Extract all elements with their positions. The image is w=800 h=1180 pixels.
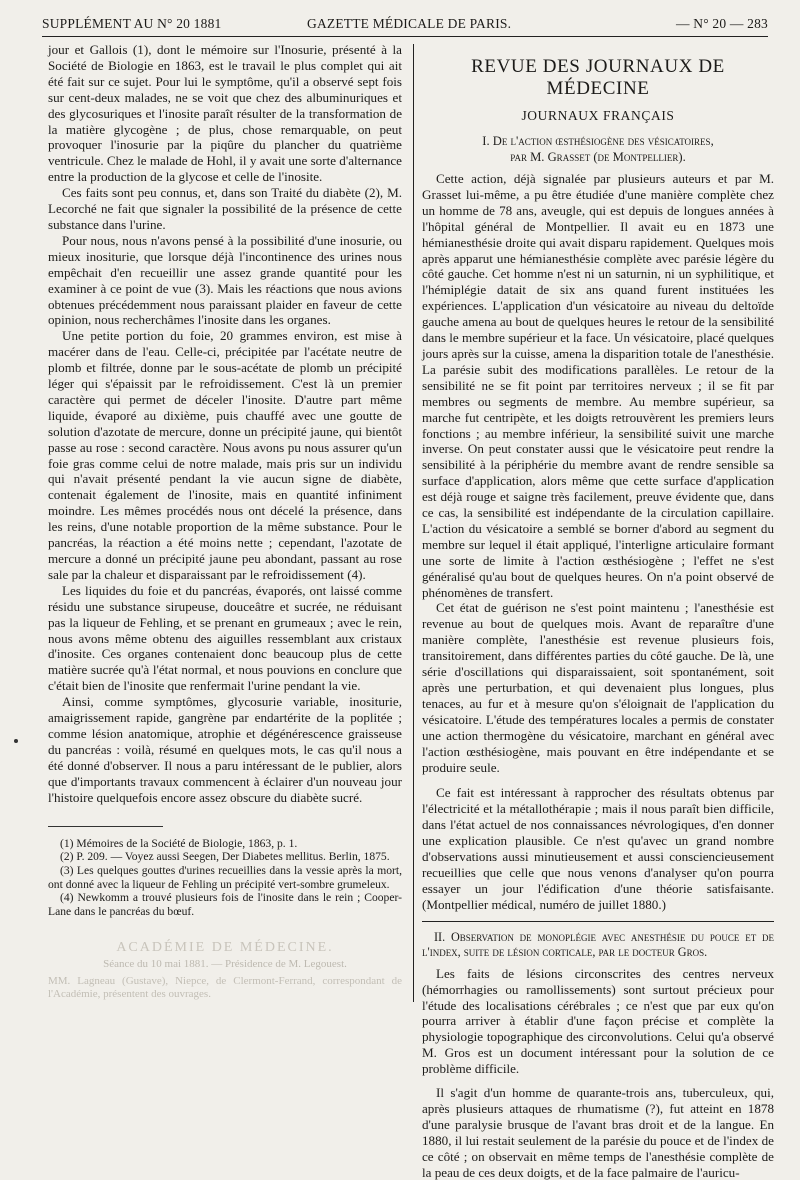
header-journal-title: GAZETTE MÉDICALE DE PARIS. <box>307 16 512 31</box>
article-title <box>422 133 774 165</box>
paragraph: Les faits de lésions circonscrites des centres nerveux (hémorrhagies ou ramollissements) sont surtout précieux pour l'étude des localisations cérébrales ; ce n'est que par eux qu'on pourra arriver à établir d'une façon précise et complète la physiologie topographique des circonvolutions. Celui qu'a observé M. Gros est un document intéressant pour la solution de ce problème difficile. <box>422 965 774 1077</box>
paragraph: Pour nous, nous n'avons pensé à la possibilité d'une inosurie, ou mieux inositurie, que lorsque déjà l'incontinence des urines nous empêchait d'en recueillir une assez grande quantité pour les examiner à ce point de vue (3). Mais les réactions que nous avions obtenues précédemment nous paraissant plaider en faveur de cette opinion, nous recherchâmes l'inosite dans les organes. <box>48 232 402 328</box>
paragraph: Ces faits sont peu connus, et, dans son Traité du diabète (2), M. Lecorché ne fait que signaler la possibilité de la présence de cette substance dans l'urine. <box>48 185 402 232</box>
footnote: (2) P. 209. — Voyez aussi Seegen, Der Diabetes mellitus. Berlin, 1875. <box>60 850 390 864</box>
footnote: (3) Les quelques gouttes d'urines recueillies dans la vessie après la mort, ont donné avec la liqueur de Fehling un précipité vert-sombre grumeleux. <box>48 863 402 891</box>
paragraph: Une petite portion du foie, 20 grammes environ, est mise à macérer dans de l'eau. Celle-ci, précipitée par l'acétate neutre de plomb et filtrée, donne par le sous-acétate de plomb un précipité léger qui s'épaissit par le refroidissement. C'est là un premier caractère qui permet de déceler l'inosite. D'autre part même liquide, évaporé au dixième, puis chauffé avec une goutte de solution d'azotate de mercure, donne un précipité jaune, qui bientôt passe au rose : second caractère. Nous avons pu nous assurer qu'un foie gras comme celui de notre malade, mais pris sur un individu qui n'avait présenté pendant la vie aucun signe de diabète, contenait également de l'inosite, mais en quantité infiniment moindre. Les mêmes procédés nous ont décelé la présence, dans les reins, d'une notable proportion de la même substance. Pour le pancréas, la réaction a été moins nette ; cependant, l'azotate de mercure a donné un précipité jaune peu abondant, passant au rose sale par la chaleur et disparaissant par le refroidissement (4). <box>48 328 402 582</box>
paragraph: Ce fait est intéressant à rapprocher des résultats obtenus par l'électricité et la métallothérapie ; mais il nous paraît bien difficile, dans l'état actuel de nos connaissances névrologiques, d'en donner une explication plausible. Ce n'est qu'avec un grand nombre d'observations aussi minutieusement et aussi consciencieusement recueillies que celle que nous venons d'analyser qu'on pourra essayer un jour l'édification d'une théorie satisfaisante. (Montpellier médical, numéro de juillet 1880.) <box>422 785 774 912</box>
paragraph: Les liquides du foie et du pancréas, évaporés, ont laissé comme résidu une substance sirupeuse, douceâtre et sucrée, ne réduisant pas la liqueur de Fehling, et se prenant en grumeaux ; avec le rein, nous avons même obtenu des aiguilles ressemblant aux cristaux d'inosite. Ces organes contenaient donc beaucoup plus de cette matière sucrée qu'à l'état normal, et nous pouvions en conclure que c'était bien de l'inosite que renfermait l'urine pendant la vie. <box>48 582 402 694</box>
footnote: (1) Mémoires de la Société de Biologie, 1863, p. 1. <box>60 836 298 850</box>
show-through-line: Séance du 10 mai 1881. — Présidence de M. Legouest. <box>103 957 347 970</box>
subsection-title: JOURNAUX FRANÇAIS <box>521 108 675 123</box>
show-through-text <box>48 941 402 1001</box>
header-rule <box>42 36 768 37</box>
section-title: REVUE DES JOURNAUX DE MÉDECINE <box>471 56 725 99</box>
footnote: (4) Newkomm a trouvé plusieurs fois de l'inosite dans le rein ; Cooper-Lane dans le pancréas du bœuf. <box>48 891 402 919</box>
paragraph: Ainsi, comme symptômes, glycosurie variable, inositurie, amaigrissement rapide, gangrène par endartérite de la poplitée ; comme lésion anatomique, atrophie et dégénérescence graisseuse du pancréas : voilà, résumé en quelques mots, le cas qu'il nous a été donné d'observer. Il nous a paru intéressant de le publier, alors que d'importants travaux commencent à éclairer d'un nouveau jour l'histoire quelquefois encore assez obscure du diabète sucré. <box>48 694 402 805</box>
show-through-line: MM. Lagneau (Gustave), Niepce, de Clermont-Ferrand, correspondant de l'Académie, présentent des ouvrages. <box>48 974 402 1000</box>
paragraph: jour et Gallois (1), dont le mémoire sur l'Inosurie, présenté à la Société de Biologie en 1863, est le travail le plus complet qui ait été fait sur ce sujet. Pour lui le symptôme, qu'il a observé sept fois sur cent-deux malades, ne se voit que chez des albuminuriques et des glycosuriques et l'inosite paraît résulter de la transformation de la matière glycogène ; de plus, chose remarquable, on peut provoquer l'inosurie par la piqûre du plancher du quatrième ventricule. Chez le malade de Hohl, il y avait une sorte d'alternance entre la production de la glycose et celle de l'inosite. <box>48 42 402 185</box>
running-head <box>42 14 768 36</box>
article-title-author: par M. Grasset (de Montpellier). <box>510 150 686 164</box>
show-through-title: ACADÉMIE DE MÉDECINE. <box>116 939 334 955</box>
header-supplement: SUPPLÉMENT AU N° 20 1881 <box>42 16 222 31</box>
article-separator <box>422 921 774 922</box>
column-divider <box>413 44 414 1002</box>
header-page-number: — N° 20 — 283 <box>676 16 768 31</box>
paragraph: Cette action, déjà signalée par plusieurs auteurs et par M. Grasset lui-même, a pu être étudiée d'une manière complète chez un homme de 78 ans, aveugle, qui est depuis de longues années à l'hôpital général de Montpellier. Il avait eu en 1873 une hémianesthésie droite qui avait disparu rapidement. Quelques mois après apparut une hémianesthésie complète avec parésie légère du côté gauche. Cet homme n'est ni un saturnin, ni un syphilitique, et l'hémiplégie datait de six ans quand furent instituées les expériences. L'application d'un vésicatoire au niveau du deltoïde gauche amena au bout de quelques heures le retour de la sensibilité dans le membre supérieur et la face. Un vésicatoire, placé quelques jours après sur la cuisse, amena la disparition totale de l'anesthésie. La parésie subit des modifications parallèles. Le retour de la sensibilité ne se fit point par territoires nerveux ; il se fit par membres ou segments de membre. Au membre supérieur, sa marche fut centripète, et les doigts retrouvèrent les premiers leurs fonctions ; au membre inférieur, la sensibilité suivit une marche inverse. On peut constater aussi que le vésicatoire peut rendre la sensibilité à la périphérie du membre avant de rendre sensible sa surface d'application, alors même que cette surface d'application est déjà rouge et saigne très facilement, preuve évidente que, dans ce cas, la sensibilité est indépendante de la circulation capillaire. L'action du vésicatoire a semblé se borner d'abord au segment du membre sur lequel il était appliqué, l'interligne articulaire formant une sorte de limite à l'action œsthésiogène ; l'effet ne s'est généralisé qu'au bout de quelques heures. On n'a point observé de phénomènes de transfert. <box>422 171 774 600</box>
right-column <box>422 42 774 1180</box>
footnote-rule <box>48 826 163 827</box>
margin-dot <box>14 739 18 743</box>
paragraph: Cet état de guérison ne s'est point maintenu ; l'anesthésie est revenue au bout de quelques mois. Avant de reparaître d'une manière complète, l'anesthésie est revenue plusieurs fois, transitoirement, dans différentes parties du côté gauche. De là, une série d'oscillations qui disparaissaient, soit spontanément, soit après une perturbation, et qui devenaient plus longues, plus tenaces, au fur et à mesure qu'on s'éloignait de l'application du vésicatoire. L'étude des températures locales a permis de constater une action thermogène du vésicatoire, marchant en général avec l'action œsthésiogène, mais pouvant en être indépendante et se produire seule. <box>422 600 774 775</box>
paragraph: Il s'agit d'un homme de quarante-trois ans, tuberculeux, qui, après plusieurs attaques de rhumatisme (?), fut atteint en 1878 d'une paralysie brusque de l'avant bras droit et de la langue. En 1880, il lui restait seulement de la parésie du pouce et de l'index de ce côté ; on observait en même temps de l'anesthésie complète de la peau de ces deux doigts, et de la face palmaire de l'auricu- <box>422 1085 774 1180</box>
article-title-line: I. De l'action œsthésiogène des vésicatoires, <box>482 134 714 148</box>
article-title: II. Observation de monoplégie avec anesthésie du pouce et de l'index, suite de lésion corticale, par le docteur Gros. <box>422 929 774 959</box>
left-column <box>48 42 402 1001</box>
